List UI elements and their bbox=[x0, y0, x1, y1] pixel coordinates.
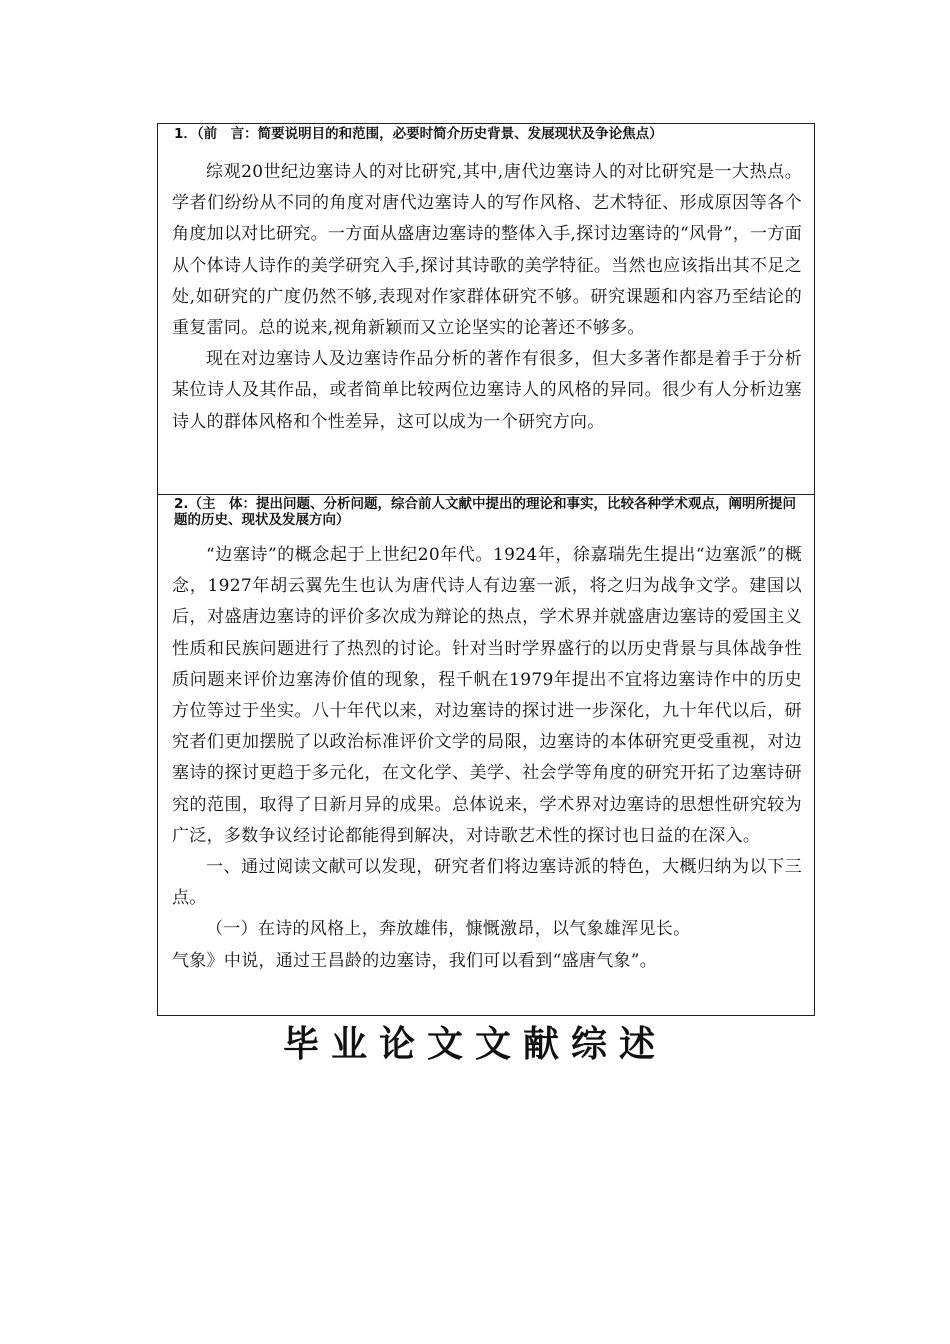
preface-paragraph-2: 现在对边塞诗人及边塞诗作品分析的著作有很多，但大多著作都是着手于分析某位诗人及其作品，或者简单比较两位边塞诗人的风格的异同。很少有人分析边塞诗人的群体风格和个性差异，这可以成为一个研究方向。 bbox=[172, 349, 802, 432]
main-body-paragraph-1: “边塞诗”的概念起于上世纪20年代。1924年，徐嘉瑞先生提出“边塞派”的概念，1927年胡云翼先生也认为唐代诗人有边塞一派，将之归为战争文学。建国以后，对盛唐边塞诗的评价多次成为辩论的热点，学术界并就盛唐边塞诗的爱国主义性质和民族问题进行了热烈的讨论。针对当时学界盛行的以历史背景与具体战争性质问题来评价边塞涛价值的现象，程千帆在1979年提出不宜将边塞诗作中的历史方位等过于坐实。八十年代以来，对边塞诗的探讨进一步深化，九十年代以后，研究者们更加摆脱了以政治标准评价文学的局限，边塞诗的本体研究更受重视，对边塞诗的探讨更趋于多元化，在文化学、美学、社会学等角度的研究开拓了边塞诗研究的范围，取得了日新月异的成果。总体说来，学术界对边塞诗的思想性研究较为广泛，多数争议经讨论都能得到解决，对诗歌艺术性的探讨也日益的在深入。 bbox=[172, 545, 802, 846]
preface-heading: 1．（前 言：简要说明目的和范围，必要时简介历史背景、发展现状及争论焦点） bbox=[174, 126, 663, 142]
main-body-tail-line: 气象》中说，通过王昌龄的边塞诗，我们可以看到“盛唐气象”。 bbox=[172, 950, 658, 971]
review-table bbox=[157, 123, 815, 1016]
main-body-section bbox=[158, 494, 814, 1015]
page-title: 毕业论文文献综述 bbox=[282, 1024, 667, 1065]
main-body-paragraph-3: （一）在诗的风格上，奔放雄伟，慷慨激昂，以气象雄浑见长。 bbox=[206, 919, 691, 940]
preface-paragraph-1: 综观20世纪边塞诗人的对比研究,其中,唐代边塞诗人的对比研究是一大热点。学者们纷纷从不同的角度对唐代边塞诗人的写作风格、艺术特征、形成原因等各个角度加以对比研究。一方面从盛唐边塞诗的整体入手,探讨边塞诗的“风骨”，一方面从个体诗人诗作的美学研究入手,探讨其诗歌的美学特征。当然也应该指出其不足之处,如研究的广度仍然不够,表现对作家群体研究不够。研究课题和内容乃至结论的重复雷同。总的说来,视角新颖而又立论坚实的论著还不够多。 bbox=[172, 162, 802, 339]
main-body-heading: 2.（主 体：提出问题、分析问题，综合前人文献中提出的理论和事实，比较各种学术观点，阐明所提问题的历史、现状及发展方向） bbox=[174, 496, 797, 528]
preface-section bbox=[158, 124, 814, 495]
main-body-text bbox=[158, 540, 814, 977]
preface-body bbox=[158, 157, 814, 438]
main-body-paragraph-2: 一、通过阅读文献可以发现，研究者们将边塞诗派的特色，大概归纳为以下三点。 bbox=[172, 857, 802, 909]
